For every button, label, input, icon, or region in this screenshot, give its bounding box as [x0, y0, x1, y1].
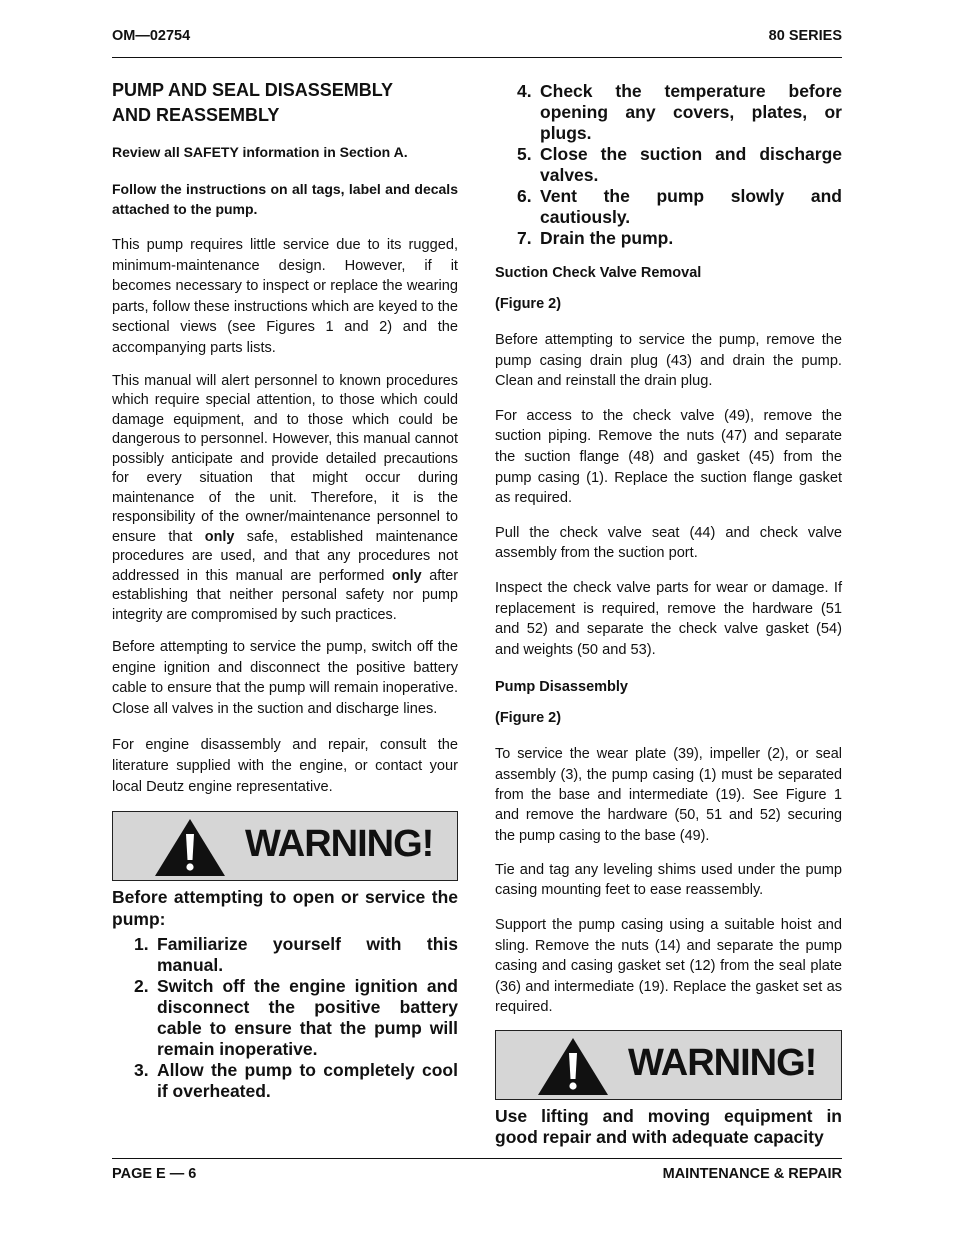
warning-triangle-icon	[536, 1035, 610, 1097]
alert-paragraph	[112, 372, 458, 626]
warning-lead: Before attempting to open or service the pump:	[112, 887, 458, 929]
series-label: 80 SERIES	[768, 28, 842, 44]
wear-plate-paragraph: To service the wear plate (39), impeller (2), or seal assembly (3), the pump casing (1) must be separated from the base and intermediate (19). See Figure 1 and remove the hardware (50, 51 and 52) securing the pump casing to the base (49).	[495, 746, 842, 844]
safety-note: Review all SAFETY information in Section A.	[112, 144, 408, 160]
subsection-title: Suction Check Valve Removal	[495, 265, 702, 281]
engine-paragraph: For engine disassembly and repair, consult the literature supplied with the engine, or contact your local Deutz engine representative.	[112, 737, 458, 795]
intro-paragraph: This pump requires little service due to its rugged, minimum-maintenance design. However, if it becomes necessary to inspect or replace the wearing parts, follow these instructions which are keyed to the sectional views (see Figures 1 and 2) and the accompanying parts lists.	[112, 237, 458, 356]
alert-emphasis-2: only	[392, 567, 422, 584]
section-title-line-1: PUMP AND SEAL DISASSEMBLY	[112, 80, 394, 100]
drain-paragraph: Before attempting to service the pump, remove the pump casing drain plug (43) and drain the pump. Clean and reinstall the drain plug.	[495, 332, 842, 390]
check-valve-pull-paragraph: Pull the check valve seat (44) and check valve assembly from the suction port.	[495, 524, 842, 562]
right-column	[495, 81, 842, 1153]
alert-text-1: This manual will alert personnel to known procedures which require special attention, to those which could damage equipment, and to those which could be dangerous to personnel. However, this manual cannot possibly anticipate and provide detailed precautions for every situation that might occur during maintenance of the unit. Therefore, it is the responsibility of the owner/maintenance personnel to ensure that	[112, 372, 458, 545]
warning-item: 7. Drain the pump.	[517, 228, 674, 248]
warning-item: 4. Check the temperature before opening any covers, plates, or plugs.	[517, 81, 842, 143]
alert-emphasis-1: only	[204, 528, 235, 545]
figure-reference: (Figure 2)	[495, 296, 562, 312]
section-title-line-2: AND REASSEMBLY	[112, 105, 280, 125]
warning-item: 6. Vent the pump slowly and cautiously.	[517, 186, 842, 227]
figure-reference: (Figure 2)	[495, 710, 562, 727]
warning-lead: Use lifting and moving equipment in good repair and with adequate capacity	[495, 1105, 842, 1148]
ignition-paragraph: Before attempting to service the pump, switch off the engine ignition and disconnect the positive battery cable to ensure that the pump will remain inoperative. Close all valves in the suction and discharge lines.	[112, 639, 458, 717]
warning-banner	[495, 1030, 842, 1100]
alert-text-3: after establishing that neither personal safety nor pump integrity are compromised by such practices.	[112, 567, 459, 623]
header-rule	[112, 57, 842, 58]
page-footer	[112, 1166, 842, 1188]
subsection-title: Pump Disassembly	[495, 679, 628, 696]
warning-list	[112, 934, 458, 1102]
suction-access-paragraph: For access to the check valve (49), remove the suction piping. Remove the nuts (47) and separate the suction flange (48) and gasket (45) from the pump casing (1). Replace the suction flange gasket as required.	[495, 407, 842, 507]
shims-paragraph: Tie and tag any leveling shims used under the pump casing mounting feet to ease reassembly.	[495, 861, 842, 899]
warning-title: WARNING!	[245, 823, 434, 866]
footer-rule	[112, 1158, 842, 1159]
warning-item: 5. Close the suction and discharge valves.	[517, 144, 842, 185]
section-title	[112, 78, 458, 128]
alert-text-2: safe, established maintenance procedures are used, and that any procedures not addressed in this manual are performed	[112, 528, 458, 584]
document-number: OM—02754	[112, 28, 191, 44]
tags-note: Follow the instructions on all tags, label and decals attached to the pump.	[112, 181, 458, 217]
page-number: PAGE E — 6	[112, 1166, 197, 1182]
warning-banner	[112, 811, 458, 881]
section-name: MAINTENANCE & REPAIR	[662, 1166, 842, 1182]
warning-item: 3. Allow the pump to completely cool if overheated.	[134, 1060, 458, 1102]
warning-list-continued	[495, 81, 842, 249]
page-header	[112, 28, 842, 50]
warning-title: WARNING!	[628, 1041, 817, 1084]
hoist-paragraph: Support the pump casing using a suitable hoist and sling. Remove the nuts (14) and separate the pump casing and casing gasket set (12) from the seal plate (36) and intermediate (19). Replace the gasket set as required.	[495, 916, 842, 1016]
warning-triangle-icon	[153, 816, 227, 878]
warning-item: 1. Familiarize yourself with this manual.	[134, 934, 458, 976]
left-column	[112, 78, 458, 1102]
warning-item: 2. Switch off the engine ignition and disconnect the positive battery cable to ensure that the pump will remain inoperative.	[134, 976, 458, 1060]
check-valve-inspect-paragraph: Inspect the check valve parts for wear or damage. If replacement is required, remove the hardware (51 and 52) and separate the check valve gasket (54) and weights (50 and 53).	[495, 579, 842, 658]
